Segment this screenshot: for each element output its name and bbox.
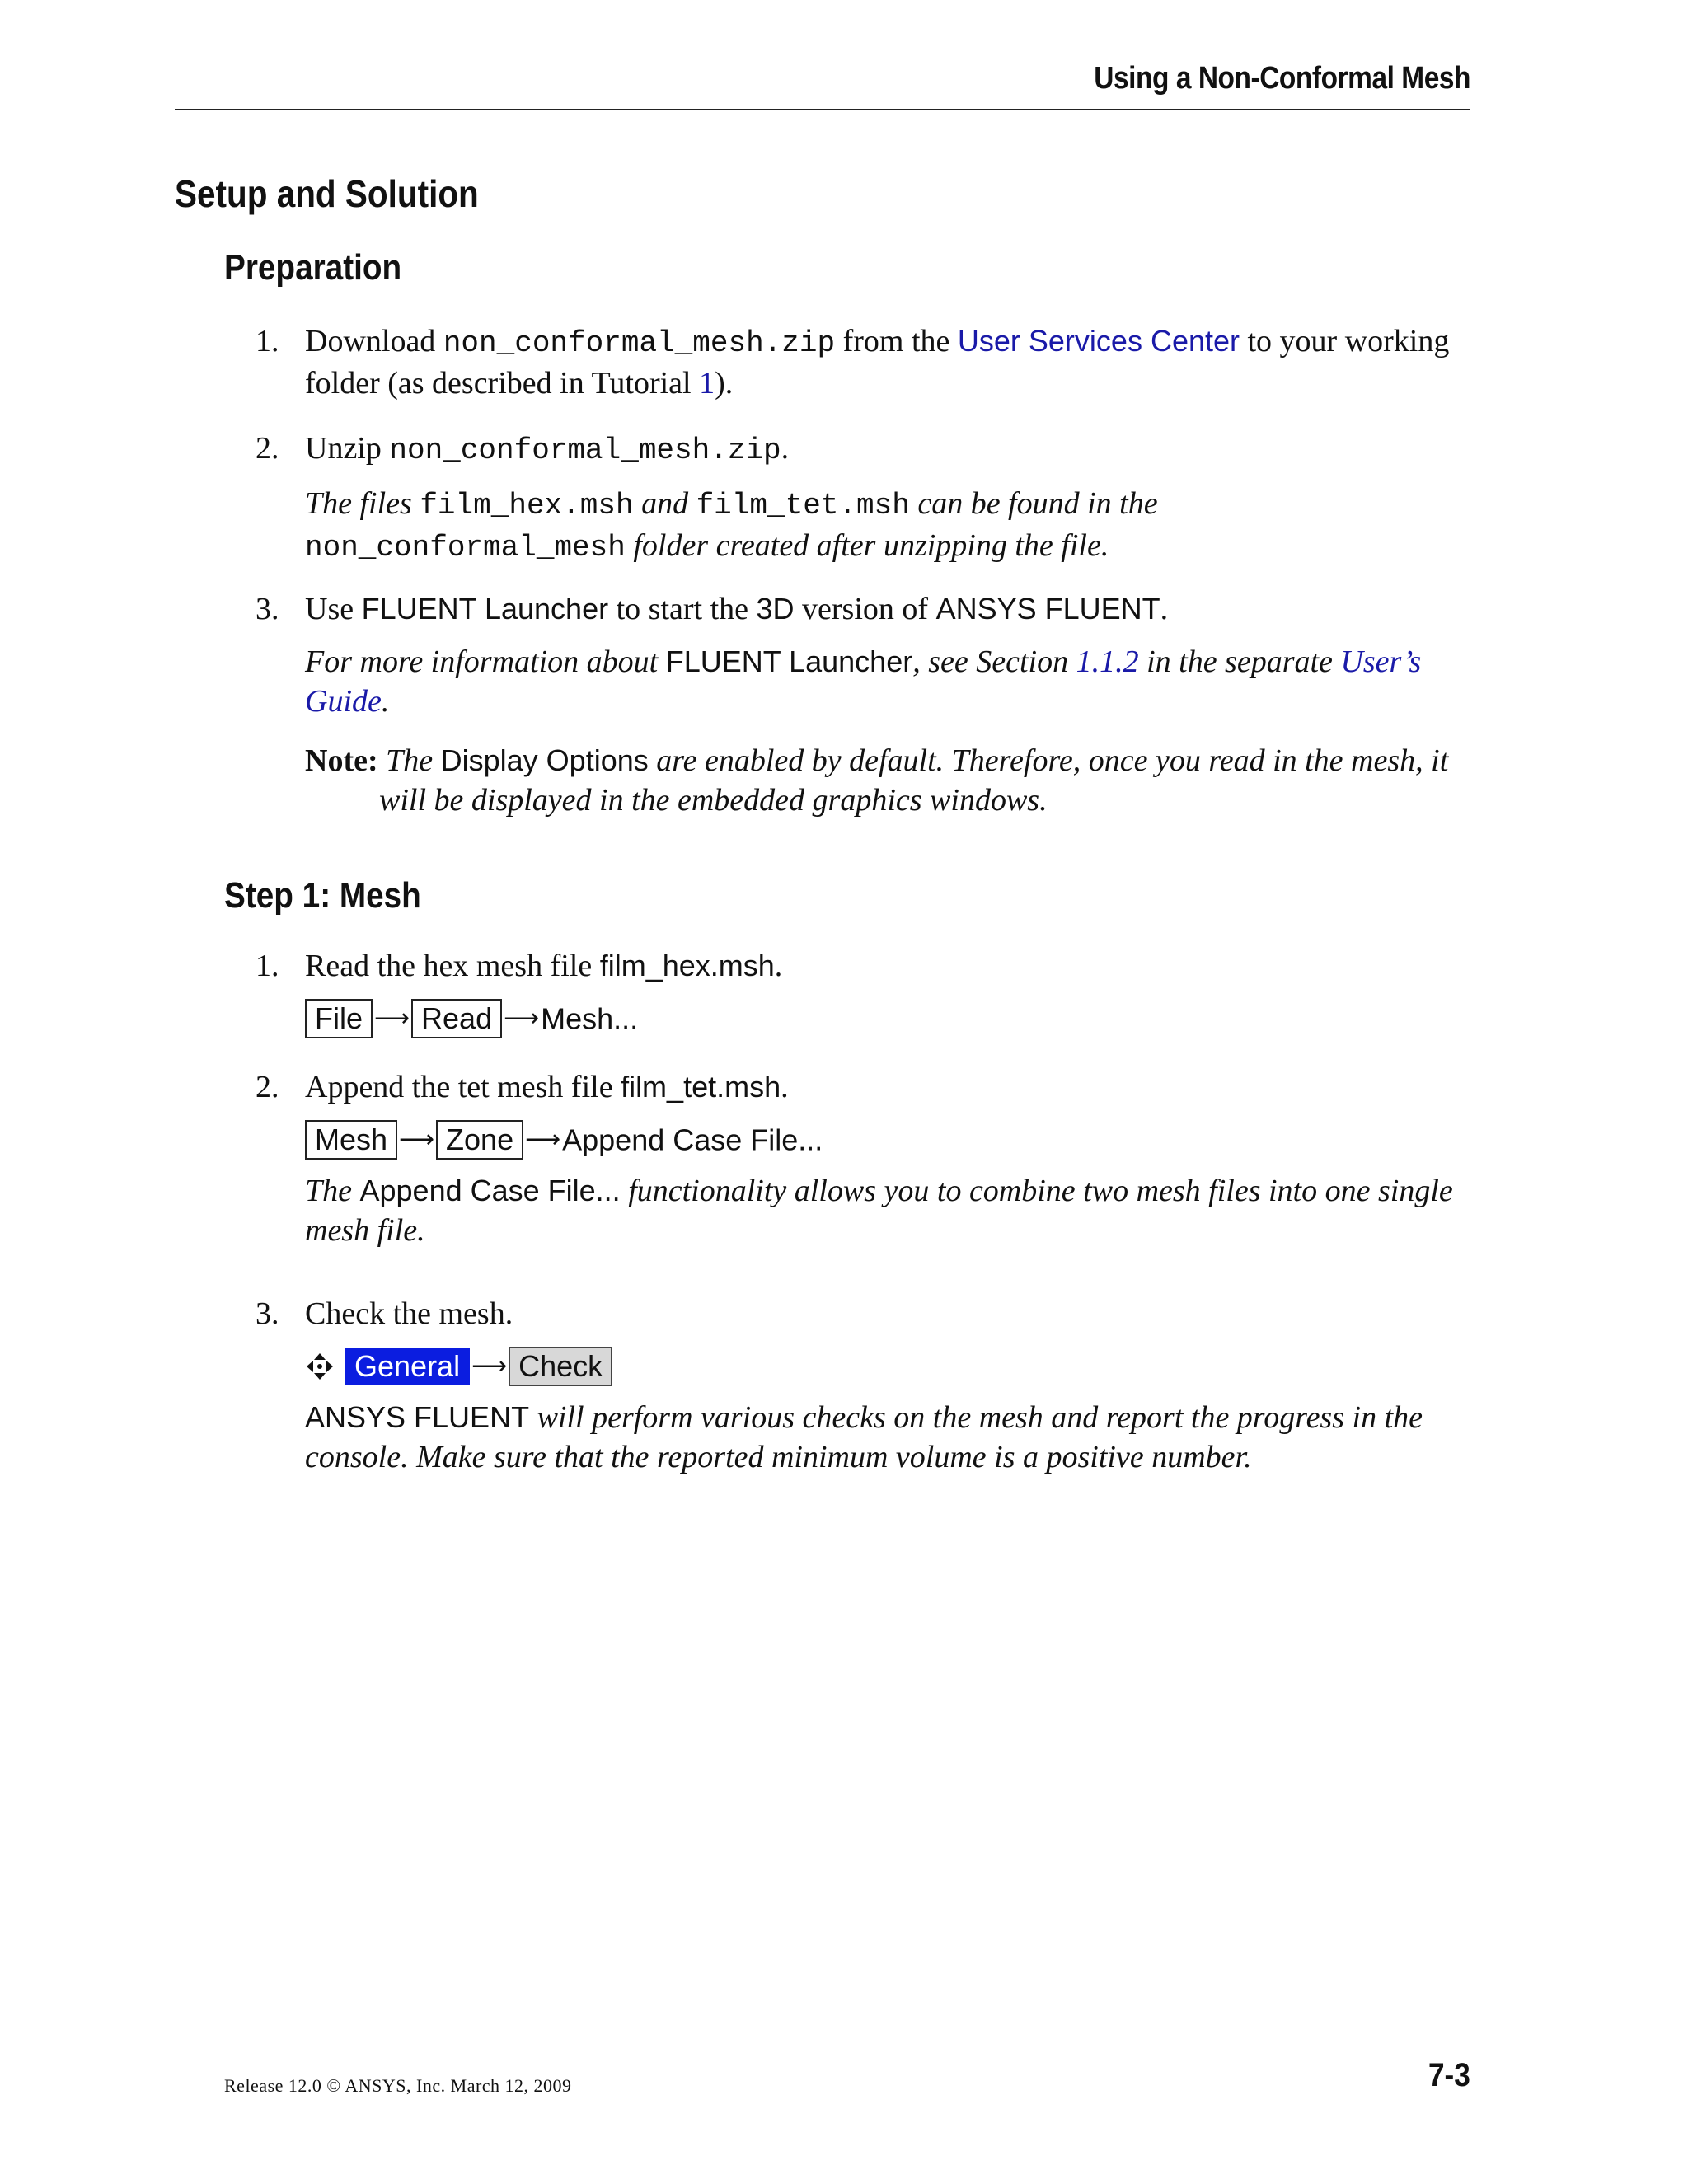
hex-filename: film_hex.msh [599, 949, 775, 982]
tet-filename: film_tet.msh [621, 1070, 781, 1104]
list-number: 1. [256, 949, 279, 983]
text: functionality allows you to combine two mesh files into one single mesh file. [305, 1174, 1453, 1249]
tutorial-ref-link[interactable]: 1 [699, 366, 715, 401]
text: Download [305, 324, 443, 359]
hex-filename: film_hex.msh [420, 489, 634, 523]
step-text [305, 946, 1470, 986]
menu-mesh[interactable]: Mesh [305, 1120, 397, 1160]
text: ). [715, 366, 734, 401]
step1-mesh-heading: Step 1: Mesh [224, 875, 421, 916]
step-note [305, 1171, 1470, 1250]
text: Use [305, 592, 362, 626]
prep-step-1 [256, 321, 1470, 403]
text: , see Section [912, 644, 1076, 679]
section-ref-link[interactable]: 1.1.2 [1076, 644, 1139, 679]
step-text [305, 589, 1470, 629]
text: Append the tet mesh file [305, 1070, 621, 1104]
release-info: Release 12.0 © ANSYS, Inc. March 12, 2009 [224, 2075, 572, 2096]
step-text: Check the mesh. [305, 1296, 513, 1331]
step-note [305, 484, 1470, 568]
arrow-right-icon: ⟶ [504, 1004, 540, 1033]
list-number: 1. [256, 324, 279, 359]
zip-filename: non_conformal_mesh.zip [443, 326, 836, 360]
note [305, 741, 1470, 820]
menu-read[interactable]: Read [411, 999, 502, 1038]
navigation-pane-icon [305, 1352, 335, 1381]
text: and [633, 486, 696, 521]
list-number: 2. [256, 1070, 279, 1104]
note-label: Note: [305, 743, 378, 778]
text: The [386, 743, 441, 778]
menu-zone[interactable]: Zone [436, 1120, 523, 1160]
text: For more information about [305, 644, 666, 679]
step-note [305, 1398, 1470, 1477]
text: The files [305, 486, 420, 521]
prep-step-3 [256, 589, 1470, 820]
dimension: 3D [756, 592, 795, 626]
text: will perform various checks on the mesh and report the progress in the console. Make sure that the reported minimum volume is a positive number. [305, 1400, 1423, 1475]
text: in the separate [1138, 644, 1341, 679]
list-number: 3. [256, 592, 279, 626]
users-guide-link[interactable]: User’s Guide [305, 644, 1422, 719]
mesh-step-3 [256, 1294, 1470, 1477]
menu-append-case-file[interactable]: Append Case File... [562, 1122, 823, 1157]
prep-step-2 [256, 429, 1470, 568]
text: to start the [608, 592, 757, 626]
launcher-name: FLUENT Launcher [361, 592, 609, 626]
step-text [305, 321, 1470, 403]
arrow-right-icon: ⟶ [471, 1352, 508, 1381]
launcher-name: FLUENT Launcher [665, 644, 913, 678]
append-case-file-label: Append Case File... [359, 1174, 621, 1208]
arrow-right-icon: ⟶ [525, 1125, 561, 1155]
mesh-step-2 [256, 1067, 1470, 1250]
list-number: 2. [256, 431, 279, 466]
text: . [774, 949, 783, 983]
text: to your working folder (as described in Tutorial [305, 324, 1450, 401]
folder-name: non_conformal_mesh [305, 531, 626, 565]
text: . [1160, 592, 1169, 626]
section-title: Setup and Solution [175, 172, 479, 215]
text: . [381, 684, 390, 719]
nav-general[interactable]: General [345, 1348, 470, 1385]
preparation-heading: Preparation [224, 247, 402, 288]
menu-mesh[interactable]: Mesh... [541, 1001, 639, 1036]
text: . [781, 1070, 789, 1104]
step-text [305, 1067, 1470, 1107]
tet-filename: film_tet.msh [696, 489, 910, 523]
text: . [781, 431, 790, 466]
menu-path [305, 1118, 1470, 1160]
step-note [305, 642, 1470, 721]
menu-path [305, 997, 1470, 1038]
check-button[interactable]: Check [509, 1347, 612, 1386]
running-header [175, 59, 1470, 110]
text: version of [794, 592, 936, 626]
menu-file[interactable]: File [305, 999, 373, 1038]
text: from the [835, 324, 958, 359]
mesh-step-1 [256, 946, 1470, 1038]
display-options-label: Display Options [440, 743, 649, 777]
step-text [305, 429, 1470, 471]
arrow-right-icon: ⟶ [399, 1125, 435, 1155]
nav-path [305, 1345, 1470, 1386]
text: Read the hex mesh file [305, 949, 600, 983]
text: folder created after unzipping the file. [625, 528, 1109, 563]
product-name: ANSYS FLUENT [305, 1400, 530, 1435]
text: can be found in the [909, 486, 1158, 521]
product-name: ANSYS FLUENT [935, 592, 1160, 626]
list-number: 3. [256, 1296, 279, 1331]
arrow-right-icon: ⟶ [374, 1004, 410, 1033]
running-title: Using a Non-Conformal Mesh [1094, 61, 1470, 96]
text: The [305, 1174, 360, 1209]
text: Unzip [305, 431, 390, 466]
text: are enabled by default. Therefore, once you read in the mesh, it will be displayed in the embedded graphics windows. [379, 743, 1449, 818]
page-number: 7-3 [1428, 2057, 1470, 2093]
zip-filename: non_conformal_mesh.zip [389, 434, 781, 467]
user-services-center-link[interactable]: User Services Center [957, 324, 1240, 358]
